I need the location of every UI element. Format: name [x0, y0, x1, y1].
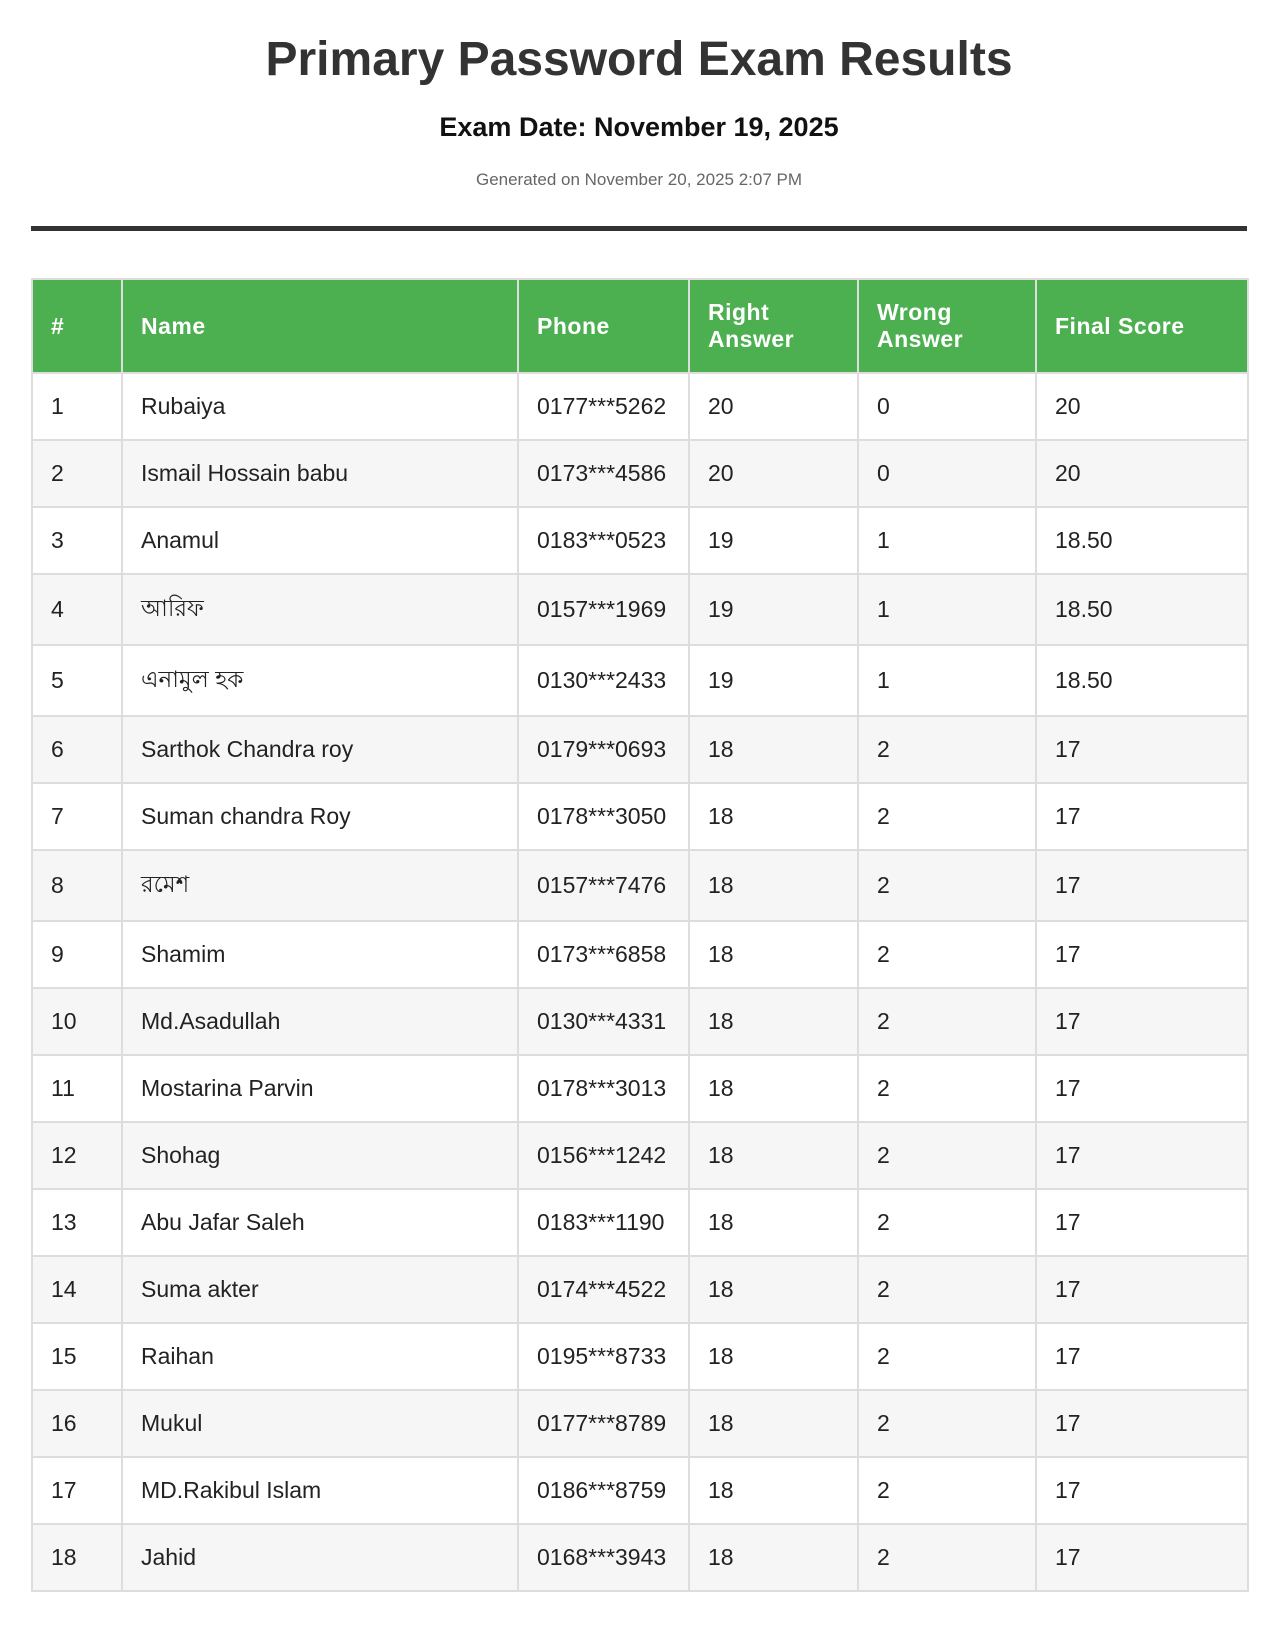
- cell-right-answer: 18: [689, 988, 858, 1055]
- cell-final-score: 17: [1036, 1055, 1248, 1122]
- cell-phone: 0178***3050: [518, 783, 689, 850]
- cell-right-answer: 20: [689, 373, 858, 440]
- cell-number: 12: [32, 1122, 122, 1189]
- cell-number: 11: [32, 1055, 122, 1122]
- cell-phone: 0174***4522: [518, 1256, 689, 1323]
- cell-name: রমেশ: [122, 850, 518, 921]
- cell-number: 18: [32, 1524, 122, 1591]
- cell-right-answer: 19: [689, 507, 858, 574]
- cell-final-score: 17: [1036, 1256, 1248, 1323]
- table-row: [32, 783, 1248, 850]
- exam-date: Exam Date: November 19, 2025: [439, 112, 839, 142]
- cell-final-score: 18.50: [1036, 574, 1248, 645]
- cell-final-score: 17: [1036, 850, 1248, 921]
- column-header-right-answer: Right Answer: [689, 279, 858, 373]
- cell-final-score: 17: [1036, 1524, 1248, 1591]
- cell-number: 8: [32, 850, 122, 921]
- cell-number: 10: [32, 988, 122, 1055]
- cell-right-answer: 18: [689, 1390, 858, 1457]
- cell-name: Md.Asadullah: [122, 988, 518, 1055]
- cell-right-answer: 18: [689, 1256, 858, 1323]
- cell-number: 9: [32, 921, 122, 988]
- cell-final-score: 18.50: [1036, 507, 1248, 574]
- table-row: [32, 988, 1248, 1055]
- cell-name: Ismail Hossain babu: [122, 440, 518, 507]
- cell-right-answer: 18: [689, 1189, 858, 1256]
- cell-right-answer: 20: [689, 440, 858, 507]
- document-title: Primary Password Exam Results: [265, 33, 1013, 86]
- cell-number: 14: [32, 1256, 122, 1323]
- cell-wrong-answer: 2: [858, 1323, 1036, 1390]
- cell-final-score: 17: [1036, 1323, 1248, 1390]
- table-row: [32, 1323, 1248, 1390]
- cell-name: Shohag: [122, 1122, 518, 1189]
- table-row: [32, 1256, 1248, 1323]
- table-header-row: [32, 279, 1248, 373]
- column-header-final-score: Final Score: [1036, 279, 1248, 373]
- cell-final-score: 17: [1036, 1122, 1248, 1189]
- cell-number: 13: [32, 1189, 122, 1256]
- cell-final-score: 17: [1036, 1189, 1248, 1256]
- results-table: [31, 278, 1249, 1592]
- cell-final-score: 17: [1036, 1457, 1248, 1524]
- table-row: [32, 1189, 1248, 1256]
- table-row: [32, 645, 1248, 716]
- table-row: [32, 507, 1248, 574]
- table-row: [32, 373, 1248, 440]
- cell-number: 2: [32, 440, 122, 507]
- table-row: [32, 574, 1248, 645]
- cell-wrong-answer: 2: [858, 1055, 1036, 1122]
- cell-right-answer: 18: [689, 1122, 858, 1189]
- cell-phone: 0183***1190: [518, 1189, 689, 1256]
- cell-number: 7: [32, 783, 122, 850]
- cell-name: Suman chandra Roy: [122, 783, 518, 850]
- cell-right-answer: 18: [689, 1323, 858, 1390]
- table-row: [32, 921, 1248, 988]
- cell-name: Abu Jafar Saleh: [122, 1189, 518, 1256]
- cell-number: 17: [32, 1457, 122, 1524]
- cell-phone: 0156***1242: [518, 1122, 689, 1189]
- cell-name: Suma akter: [122, 1256, 518, 1323]
- cell-wrong-answer: 2: [858, 1524, 1036, 1591]
- cell-phone: 0183***0523: [518, 507, 689, 574]
- cell-phone: 0195***8733: [518, 1323, 689, 1390]
- cell-phone: 0178***3013: [518, 1055, 689, 1122]
- results-document: [31, 0, 1247, 1570]
- cell-name: MD.Rakibul Islam: [122, 1457, 518, 1524]
- cell-wrong-answer: 2: [858, 1189, 1036, 1256]
- cell-right-answer: 18: [689, 921, 858, 988]
- cell-wrong-answer: 2: [858, 783, 1036, 850]
- cell-name: Jahid: [122, 1524, 518, 1591]
- cell-number: 4: [32, 574, 122, 645]
- column-header-wrong-answer: Wrong Answer: [858, 279, 1036, 373]
- cell-name: Mostarina Parvin: [122, 1055, 518, 1122]
- cell-wrong-answer: 0: [858, 440, 1036, 507]
- cell-right-answer: 19: [689, 574, 858, 645]
- cell-name: Rubaiya: [122, 373, 518, 440]
- cell-right-answer: 18: [689, 850, 858, 921]
- cell-right-answer: 18: [689, 1524, 858, 1591]
- table-header: [32, 279, 1248, 373]
- cell-wrong-answer: 2: [858, 1122, 1036, 1189]
- cell-phone: 0177***8789: [518, 1390, 689, 1457]
- table-row: [32, 1055, 1248, 1122]
- cell-wrong-answer: 2: [858, 921, 1036, 988]
- cell-name: Mukul: [122, 1390, 518, 1457]
- table-row: [32, 1457, 1248, 1524]
- cell-final-score: 17: [1036, 1390, 1248, 1457]
- cell-phone: 0179***0693: [518, 716, 689, 783]
- cell-wrong-answer: 2: [858, 1390, 1036, 1457]
- cell-phone: 0173***4586: [518, 440, 689, 507]
- cell-final-score: 20: [1036, 440, 1248, 507]
- cell-name: Raihan: [122, 1323, 518, 1390]
- cell-phone: 0157***1969: [518, 574, 689, 645]
- cell-right-answer: 18: [689, 783, 858, 850]
- cell-right-answer: 18: [689, 716, 858, 783]
- cell-final-score: 17: [1036, 716, 1248, 783]
- cell-wrong-answer: 2: [858, 850, 1036, 921]
- cell-final-score: 18.50: [1036, 645, 1248, 716]
- cell-name: এনামুল হক: [122, 645, 518, 716]
- cell-final-score: 17: [1036, 988, 1248, 1055]
- cell-phone: 0177***5262: [518, 373, 689, 440]
- cell-name: Shamim: [122, 921, 518, 988]
- cell-phone: 0130***4331: [518, 988, 689, 1055]
- cell-name: Sarthok Chandra roy: [122, 716, 518, 783]
- cell-wrong-answer: 1: [858, 574, 1036, 645]
- table-row: [32, 716, 1248, 783]
- table-row: [32, 1122, 1248, 1189]
- cell-wrong-answer: 0: [858, 373, 1036, 440]
- cell-wrong-answer: 2: [858, 716, 1036, 783]
- cell-right-answer: 18: [689, 1055, 858, 1122]
- column-header-name: Name: [122, 279, 518, 373]
- cell-wrong-answer: 2: [858, 1457, 1036, 1524]
- cell-right-answer: 19: [689, 645, 858, 716]
- cell-phone: 0130***2433: [518, 645, 689, 716]
- table-body: [32, 373, 1248, 1591]
- cell-phone: 0157***7476: [518, 850, 689, 921]
- cell-wrong-answer: 1: [858, 645, 1036, 716]
- cell-final-score: 17: [1036, 783, 1248, 850]
- cell-final-score: 20: [1036, 373, 1248, 440]
- generated-timestamp: Generated on November 20, 2025 2:07 PM: [475, 170, 803, 189]
- cell-phone: 0173***6858: [518, 921, 689, 988]
- table-row: [32, 1524, 1248, 1591]
- cell-wrong-answer: 2: [858, 1256, 1036, 1323]
- cell-final-score: 17: [1036, 921, 1248, 988]
- cell-number: 15: [32, 1323, 122, 1390]
- cell-number: 5: [32, 645, 122, 716]
- table-row: [32, 850, 1248, 921]
- cell-phone: 0168***3943: [518, 1524, 689, 1591]
- document-header: [31, 0, 1247, 231]
- cell-phone: 0186***8759: [518, 1457, 689, 1524]
- table-row: [32, 440, 1248, 507]
- cell-wrong-answer: 1: [858, 507, 1036, 574]
- column-header-number: #: [32, 279, 122, 373]
- cell-name: আরিফ: [122, 574, 518, 645]
- cell-name: Anamul: [122, 507, 518, 574]
- table-row: [32, 1390, 1248, 1457]
- cell-right-answer: 18: [689, 1457, 858, 1524]
- cell-number: 6: [32, 716, 122, 783]
- cell-number: 1: [32, 373, 122, 440]
- column-header-phone: Phone: [518, 279, 689, 373]
- cell-number: 16: [32, 1390, 122, 1457]
- cell-wrong-answer: 2: [858, 988, 1036, 1055]
- cell-number: 3: [32, 507, 122, 574]
